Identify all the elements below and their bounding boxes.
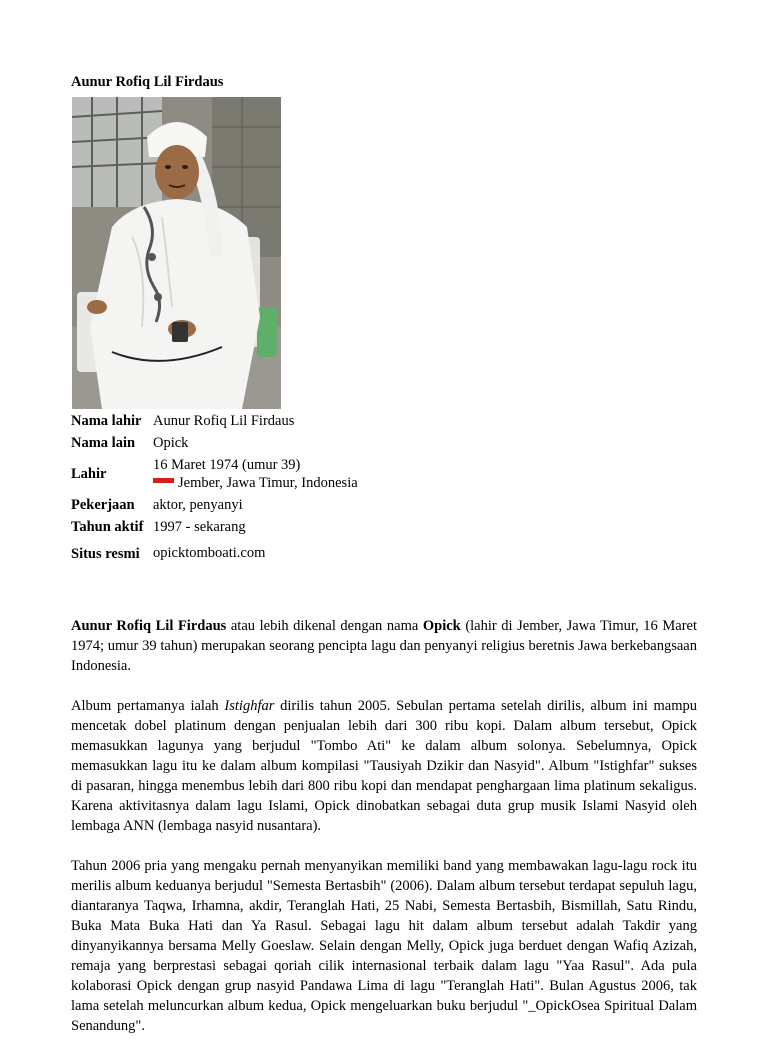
paragraph <box>71 696 697 836</box>
paragraph: Tahun 2006 pria yang mengaku pernah menyanyikan memiliki band yang membawakan lagu-lagu rock itu merilis album keduanya berjudul "Semesta Bertasbih" (2006). Dalam album tersebut terdapat sepuluh lagu, diantaranya Taqwa, Irhamna, akdir, Teranglah Hati, 25 Nabi, Semesta Bertasbih, Bismillah, Satu Rindu, Buka Mata Buka Hati dan Ya Rasul. Sebagai lagu hit dalam album tersebut adalah Takdir yang dinyanyikannya bersama Melly Goeslaw. Selain dengan Melly, Opick juga berduet dengan Wafiq Azizah, remaja yang berprestasi sebagai qoriah cilik internasional terbaik dalam lagu "Yaa Rasul". Ada pula kolaborasi Opick dengan grup nasyid Pandawa Lima di lagu "Teranglah Hati". Bulan Agustus 2006, tak lama setelah meluncurkan album kedua, Opick mengeluarkan buku berjudul "_OpickOsea Spiritual Dalam Senandung". <box>71 858 697 1034</box>
infobox-label: Lahir <box>71 466 107 482</box>
article-body <box>71 616 697 1056</box>
infobox-label: Tahun aktif <box>71 519 144 535</box>
paragraph <box>71 616 697 676</box>
infobox-row <box>71 410 358 432</box>
infobox-row <box>71 516 358 538</box>
paragraph-text: Album pertamanya ialah <box>71 698 225 714</box>
infobox-label: Pekerjaan <box>71 497 135 513</box>
infobox-value: 1997 - sekarang <box>153 519 246 535</box>
infobox <box>71 410 358 565</box>
infobox-label: Nama lahir <box>71 413 142 429</box>
infobox-row <box>71 538 358 565</box>
infobox-label: Nama lain <box>71 435 136 451</box>
bold-name: Aunur Rofiq Lil Firdaus <box>71 618 227 634</box>
infobox-value <box>153 454 358 494</box>
official-site-link[interactable]: opicktomboati.com <box>153 545 266 561</box>
album-title: Istighfar <box>224 698 275 714</box>
infobox-row <box>71 494 358 516</box>
infobox-label: Situs resmi <box>71 546 140 562</box>
paragraph-text: atau lebih dikenal dengan nama <box>226 618 423 634</box>
bold-nickname: Opick <box>422 618 461 634</box>
infobox-row <box>71 432 358 454</box>
infobox-value: aktor, penyanyi <box>153 497 243 513</box>
paragraph-text: (lahir di Jember, Jawa Timur, 16 Maret 1974; umur 39 tahun) merupakan seorang pencipta lagu dan penyanyi religius beretnis Jawa berkebangsaan Indonesia. <box>71 618 697 674</box>
infobox-value: Opick <box>153 435 189 451</box>
infobox-value: Aunur Rofiq Lil Firdaus <box>153 413 295 429</box>
indonesia-flag-icon <box>153 478 174 487</box>
portrait-photo <box>72 97 281 409</box>
paragraph-text: dirilis tahun 2005. Sebulan pertama setelah dirilis, album ini mampu mencetak dobel platinum dengan penjualan lebih dari 300 ribu kopi. Dalam album tersebut, Opick memasukkan lagunya yang berjudul "Tombo Ati" ke dalam album solonya. Sebelumnya, Opick memasukkan lagu itu ke dalam album kompilasi "Tausiyah Dzikir dan Nasyid". Album "Istighfar" sukses di pasaran, hingga menembus lebih dari 800 ribu kopi dan mendapat penghargaan lima platinum sekaligus. Karena aktivitasnya dalam lagu Islami, Opick dinobatkan sebagai duta grup musik Islami Nasyid oleh lembaga ANN (lembaga nasyid nusantara). <box>71 698 697 834</box>
birth-date: 16 Maret 1974 (umur 39) <box>153 457 301 473</box>
article-title: Aunur Rofiq Lil Firdaus <box>71 74 224 90</box>
birth-place: Jember, Jawa Timur, Indonesia <box>178 475 358 491</box>
infobox-row <box>71 454 358 494</box>
